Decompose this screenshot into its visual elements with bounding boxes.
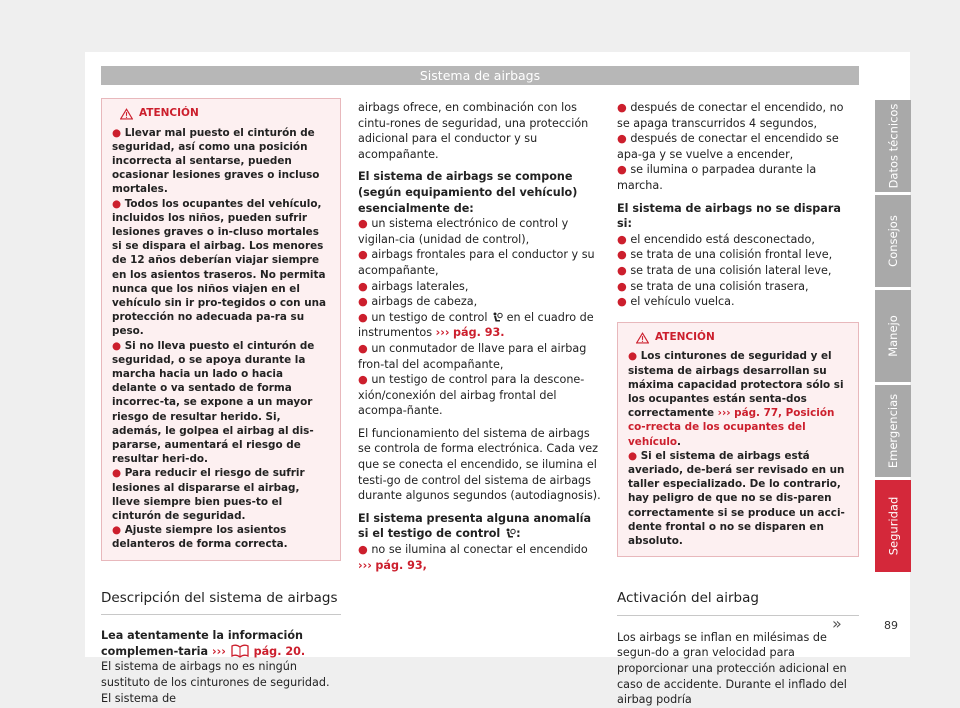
warning-item: ● Si no lleva puesto el cinturón de seguridad, o se apoya durante la marcha hacia un lado o hacia delante o va sentado de forma incorrec-ta, se expone a un mayor riesgo de resultar herido. Si, además, le golpea el airbag al dis-pararse, aumentará el riesgo de resultar heri-do. xyxy=(112,339,315,466)
intro-text: airbags ofrece, en combinación con los cintu-rones de seguridad, una protección adicional para el conductor y su acompañante. xyxy=(358,101,589,161)
warning-heading xyxy=(112,106,330,122)
page-number: 89 xyxy=(884,619,898,632)
list-item: ● airbags de cabeza, xyxy=(358,295,478,309)
body-text: Los airbags se inflan en milésimas de segun-do a gran velocidad para proporcionar una protección adicional en caso de accidente. Durante el inflado del airbag podría xyxy=(617,630,847,707)
tab-emergencias[interactable]: Emergencias xyxy=(875,385,911,477)
airbag-warning-light-icon xyxy=(504,528,516,540)
warning-title: ATENCIÓN xyxy=(655,330,715,343)
list-item: ● un testigo de control en el cuadro de instrumentos ››› pág. 93. xyxy=(358,310,594,340)
section-title-activacion: Activación del airbag xyxy=(617,591,859,616)
link-pag-93[interactable]: pág. 93, xyxy=(375,558,427,572)
list-item: ● después de conectar el encendido, no se apaga transcurridos 4 segundos, xyxy=(617,101,844,130)
tab-datos-tecnicos[interactable]: Datos técnicos xyxy=(875,100,911,192)
page-header: Sistema de airbags xyxy=(101,66,859,85)
list-item: ● se ilumina o parpadea durante la marcha. xyxy=(617,163,817,192)
right-column xyxy=(617,100,859,708)
list-item: ● no se ilumina al conectar el encendido ››› pág. 93, xyxy=(358,543,588,572)
warning-heading xyxy=(628,330,848,346)
list-item: ● airbags frontales para el conductor y su acompañante, xyxy=(358,248,595,277)
warning-item: ● Llevar mal puesto el cinturón de seguridad, así como una posición incorrecta al sentarse, pueden ocasionar lesiones graves o incluso mortales. xyxy=(112,126,320,196)
list-item: ● airbags laterales, xyxy=(358,279,469,293)
side-tabs xyxy=(875,100,911,575)
list-item: ● se trata de una colisión lateral leve, xyxy=(617,263,832,277)
link-pag-77[interactable]: pág. 77, Posición co-rrecta de los ocupantes del vehículo xyxy=(628,407,835,448)
airbag-warning-light-icon xyxy=(491,312,503,324)
list-item: ● un conmutador de llave para el airbag fron-tal del acompañante, xyxy=(358,341,587,371)
warning-triangle-icon xyxy=(120,108,133,120)
warning-item: ● Los cinturones de seguridad y el sistema de airbags desarrollan su máxima capacidad protectora sólo si los ocupantes están senta-dos correctamente ››› pág. 77, Posición co-rrecta de los ocupantes del vehículo. xyxy=(628,350,844,448)
link-pag-20[interactable]: pág. 20. xyxy=(253,644,306,658)
lead-paragraph: Lea atentamente la información complemen-taria ››› pág. 20. xyxy=(101,629,306,658)
list-item: ● un sistema electrónico de control y vigilan-cia (unidad de control), xyxy=(358,217,569,246)
paragraph-funcionamiento: El funcionamiento del sistema de airbags se controla de forma electrónica. Cada vez que se conecta el encendido, se ilumina el testi-go de control del sistema de airbags durante algunos segundos (autodiagnosis). xyxy=(358,426,601,503)
middle-column xyxy=(358,100,604,573)
list-item: ● el encendido está desconectado, xyxy=(617,232,815,246)
list-item: ● después de conectar el encendido se apa-ga y se vuelve a encender, xyxy=(617,132,839,161)
tab-consejos[interactable]: Consejos xyxy=(875,195,911,287)
tab-seguridad[interactable]: Seguridad xyxy=(875,480,911,572)
warning-item: ● Para reducir el riesgo de sufrir lesiones al dispararse el airbag, lleve siempre bien pues-to el cinturón de seguridad. xyxy=(112,467,305,523)
warning-item: ● Todos los ocupantes del vehículo, incluidos los niños, pueden sufrir lesiones graves o in-cluso mortales si se dispara el airbag. Los menores de 12 años deberían viajar siempre en los asientos traseros. No permita nunca que los niños viajen en el vehículo sin ir pro-tegidos o con una protección no adecuada pa-ra su peso. xyxy=(112,197,326,338)
warning-box-right xyxy=(617,322,859,557)
book-icon xyxy=(230,644,250,658)
list-item: ● se trata de una colisión trasera, xyxy=(617,279,809,293)
warning-box-left xyxy=(101,98,341,561)
list-item: ● el vehículo vuelca. xyxy=(617,295,735,309)
list-item: ● se trata de una colisión frontal leve, xyxy=(617,248,833,262)
warning-title: ATENCIÓN xyxy=(139,107,199,119)
warning-item: ● Si el sistema de airbags está averiado, de-berá ser revisado en un taller especializado. De lo contrario, hay peligro de que no se dis-paren correctamente si se produce un acci-dente frontal o no se disparen en absoluto. xyxy=(628,449,845,547)
body-text: El sistema de airbags no es ningún sustituto de los cinturones de seguridad. El sistema de xyxy=(101,660,330,705)
warning-item: ● Ajuste siempre los asientos delanteros de forma correcta. xyxy=(112,524,288,551)
heading-no-dispara: El sistema de airbags no se dispara si: xyxy=(617,201,841,231)
heading-anomalia: El sistema presenta alguna anomalía si el testigo de control : xyxy=(358,511,592,541)
section-title-descripcion: Descripción del sistema de airbags xyxy=(101,591,341,616)
continue-marker: » xyxy=(832,614,842,633)
heading-componentes: El sistema de airbags se compone (según equipamiento del vehículo) esencialmente de: xyxy=(358,170,578,215)
warning-triangle-icon xyxy=(636,332,649,344)
link-pag-93[interactable]: pág. 93. xyxy=(453,326,505,340)
left-column xyxy=(101,98,341,706)
list-item: ● un testigo de control para la descone-xión/conexión del airbag frontal del acompa-ñante. xyxy=(358,373,585,418)
tab-manejo[interactable]: Manejo xyxy=(875,290,911,382)
